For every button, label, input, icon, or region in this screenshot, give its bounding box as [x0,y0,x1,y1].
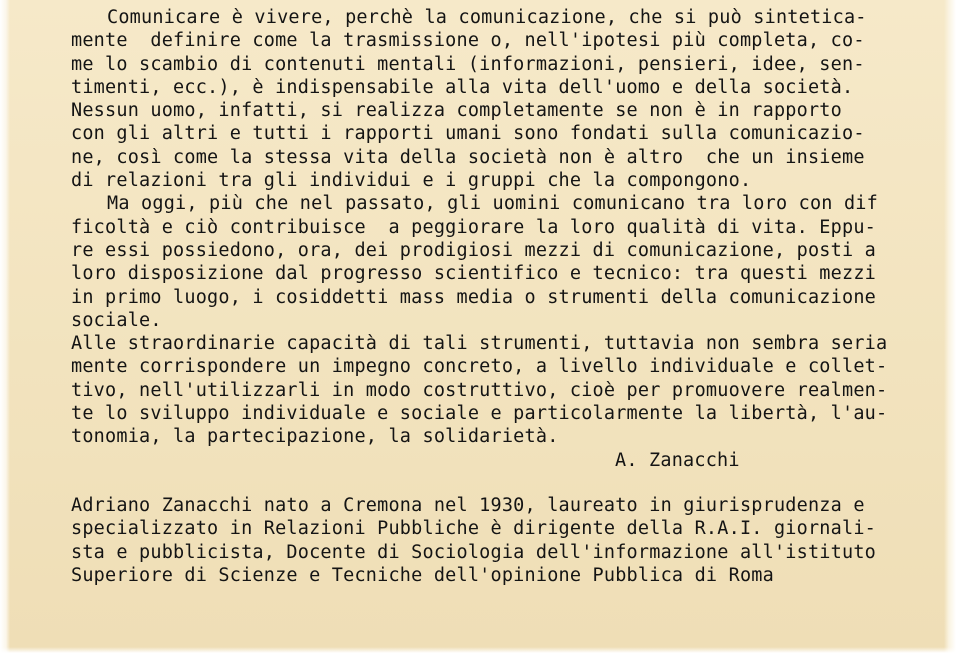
text-line: loro disposizione dal progresso scientifico e tecnico: tra questi mezzi [71,263,876,285]
text-line: re essi possiedono, ora, dei prodigiosi mezzi di comunicazione, posti a [71,239,876,261]
text-line: sta e pubblicista, Docente di Sociologia dell'informazione all'istituto [71,541,876,563]
text-line: di relazioni tra gli individui e i gruppi che la compongono. [71,170,752,192]
text-line: timenti, ecc.), è indispensabile alla vita dell'uomo e della società. [71,76,854,98]
text-line: con gli altri e tutti i rapporti umani sono fondati sulla comunicazio- [71,123,865,145]
text-line: sociale. [71,309,162,331]
text-line: Ma oggi, più che nel passato, gli uomini comunicano tra loro con dif [107,193,878,215]
text-line: Nessun uomo, infatti, si realizza completamente se non è in rapporto [71,100,842,122]
paragraph-3 [71,332,911,448]
text-line: tonomia, la partecipazione, la solidarietà. [71,426,559,448]
text-line: ne, così come la stessa vita della società non è altro che un insieme [71,146,865,168]
text-line: Alle straordinarie capacità di tali strumenti, tuttavia non sembra seria [71,333,888,355]
author-signature: A. Zanacchi [615,449,740,471]
text-line: Adriano Zanacchi nato a Cremona nel 1930, laureato in giurisprudenza e [71,495,865,516]
paragraph-1 [71,6,911,192]
author-bio [71,494,921,587]
text-line: mente corrispondere un impegno concreto, a livello individuale e collet- [71,356,888,378]
paper-edge-bottom [0,647,956,653]
text-line: Comunicare è vivere, perchè la comunicazione, che si può sintetica- [107,7,867,28]
essay-text [71,6,911,472]
paper-edge-left [0,0,10,653]
text-line: te lo sviluppo individuale e sociale e particolarmente la libertà, l'au- [71,403,888,425]
paragraph-2 [71,192,911,332]
text-line: ficoltà e ciò contribuisce a peggiorare la loro qualità di vita. Eppu- [71,216,876,238]
text-line: me lo scambio di contenuti mentali (informazioni, pensieri, idee, sen- [71,53,865,75]
text-line: mente definire come la trasmissione o, nell'ipotesi più completa, co- [71,30,865,52]
text-line: in primo luogo, i cosiddetti mass media o strumenti della comunicazione [71,286,876,308]
text-line: tivo, nell'utilizzarli in modo costruttivo, cioè per promuovere realmen- [71,379,888,401]
paper-edge-right [944,0,956,653]
text-line: specializzato in Relazioni Pubbliche è dirigente della R.A.I. giornali- [71,518,876,540]
text-line: Superiore di Scienze e Tecniche dell'opinione Pubblica di Roma [71,564,774,586]
